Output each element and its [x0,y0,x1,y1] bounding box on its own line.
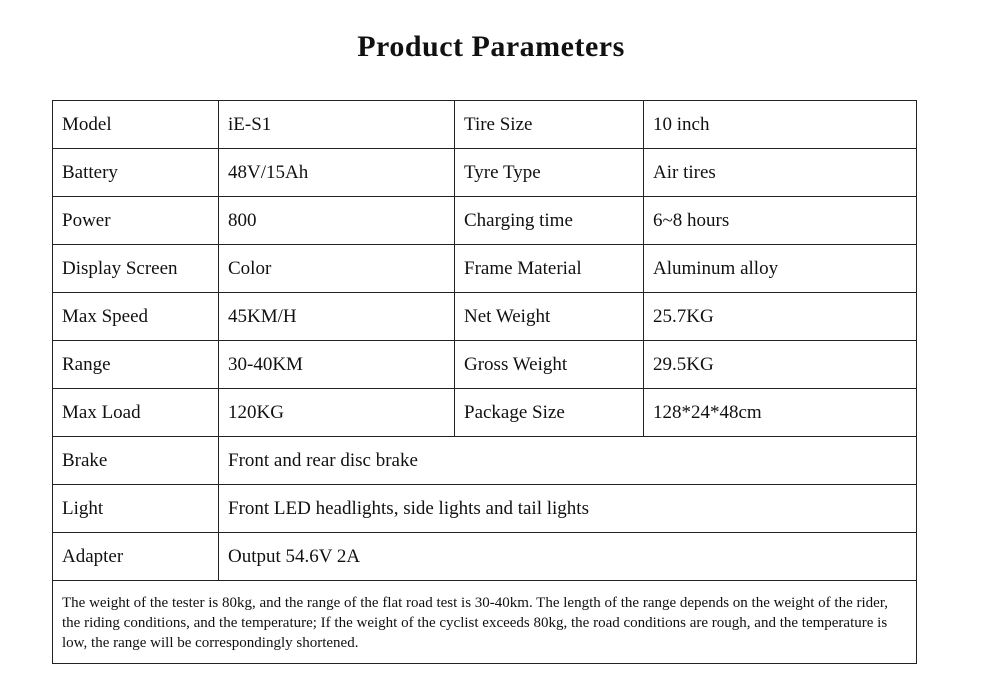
param-label: Model [53,101,219,149]
param-value: iE-S1 [219,101,455,149]
param-label: Charging time [455,197,644,245]
param-label: Power [53,197,219,245]
table-row [53,293,917,341]
product-parameters-table [52,100,917,664]
param-value: Air tires [644,149,917,197]
table-row [53,389,917,437]
param-label: Package Size [455,389,644,437]
param-label: Frame Material [455,245,644,293]
param-value: 29.5KG [644,341,917,389]
table-row [53,485,917,533]
param-value: 45KM/H [219,293,455,341]
page-title: Product Parameters [357,30,625,63]
param-value: Front LED headlights, side lights and tail lights [219,485,917,533]
param-value: Output 54.6V 2A [219,533,917,581]
param-value: 120KG [219,389,455,437]
table-row [53,101,917,149]
param-label: Range [53,341,219,389]
param-label: Battery [53,149,219,197]
table-row [53,197,917,245]
param-value: Aluminum alloy [644,245,917,293]
param-value: 30-40KM [219,341,455,389]
table-row [53,437,917,485]
param-label: Display Screen [53,245,219,293]
param-value: 800 [219,197,455,245]
param-label: Net Weight [455,293,644,341]
param-label: Max Load [53,389,219,437]
param-label: Gross Weight [455,341,644,389]
param-label: Brake [53,437,219,485]
table-row [53,149,917,197]
param-value: 25.7KG [644,293,917,341]
param-label: Light [53,485,219,533]
param-label: Tire Size [455,101,644,149]
param-label: Max Speed [53,293,219,341]
param-value: Front and rear disc brake [219,437,917,485]
table-row [53,341,917,389]
param-value: Color [219,245,455,293]
range-note: The weight of the tester is 80kg, and the range of the flat road test is 30-40km. The length of the range depends on the weight of the rider, the riding conditions, and the temperature; If the weight of the cyclist exceeds 80kg, the road conditions are rough, and the temperature is low, the range will be correspondingly shortened. [53,581,917,664]
param-value: 10 inch [644,101,917,149]
param-value: 48V/15Ah [219,149,455,197]
table-row [53,245,917,293]
param-label: Adapter [53,533,219,581]
param-value: 6~8 hours [644,197,917,245]
param-value: 128*24*48cm [644,389,917,437]
table-row [53,533,917,581]
param-label: Tyre Type [455,149,644,197]
table-row [53,581,917,664]
